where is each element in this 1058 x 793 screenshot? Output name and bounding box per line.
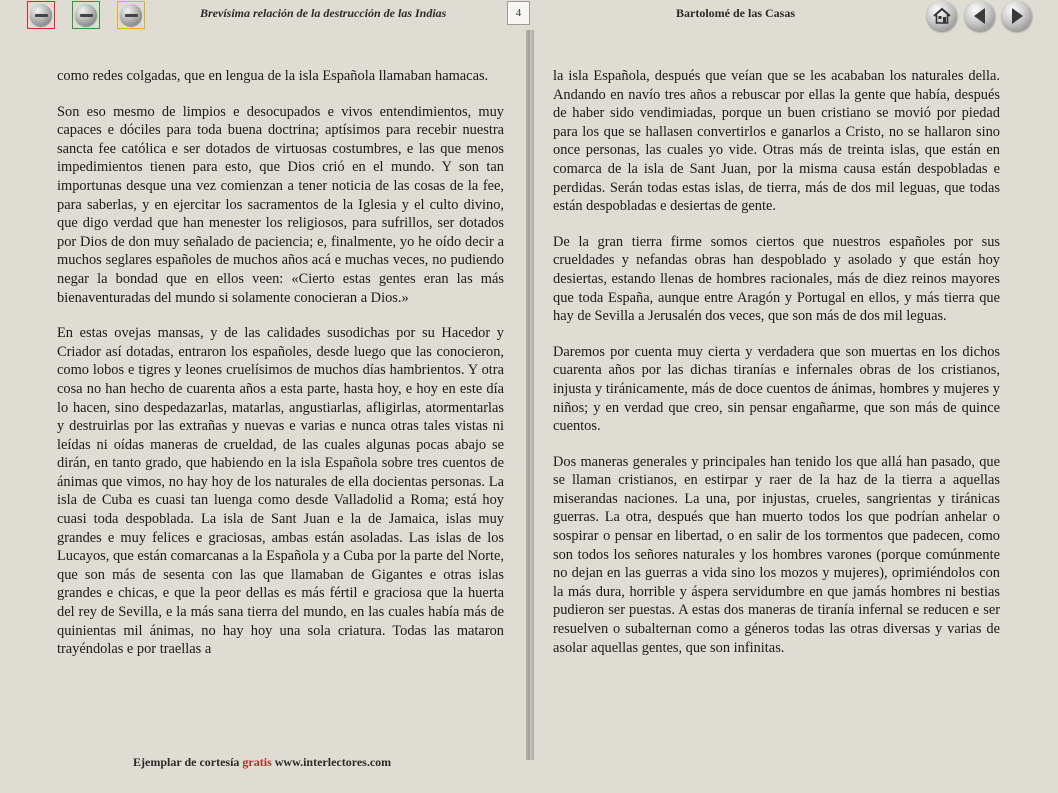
minus-icon (30, 4, 52, 26)
author-name: Bartolomé de las Casas (676, 6, 795, 20)
paragraph: Son eso mesmo de limpios e desocupados e vivos entendimientos, muy capaces e dóciles para toda buena doctrina; aptísimos para recebir nuestra sancta fee católica e ser dotados de virtuosas costumbres, e las que menos impedimientos tienen para esto, que Dios crió en el mundo. Y son tan importunas desque una vez comienzan a tener noticia de las cosas de la fee, para saberlas, y en ejercitar los sacramentos de la Iglesia y el culto divino, que digo verdad que han menester los religiosos, para sufrillos, ser dotados por Dios de don muy señalado de paciencia; e, finalmente, yo he oído decir a muchos seglares españoles de muchos años acá e muchas veces, no pudiendo negar la bondad que en ellos veen: «Cierto estas gentes eran las más bienaventuradas del mundo si solamente conocieran a Dios.» (57, 103, 504, 306)
paragraph: De la gran tierra firme somos ciertos que nuestros españoles por sus crueldades y nefandas obras han despoblado y asolado y que están hoy desiertas, estando llenas de hombres racionales, más de diez reinos mayores que toda España, aunque entre Aragón y Portugal en ellos, y más tierra que hay de Sevilla a Jerusalén dos veces, que son más de dos mil leguas. (553, 233, 1000, 325)
paragraph: Dos maneras generales y principales han tenido los que allá han pasado, que se llaman cristianos, en estirpar y raer de la haz de la tierra a aquellas miserandas naciones. La una, por injustas, crueles, sangrientas y tiránicas guerras. La otra, después que han muerto todos los que podrían anhelar o sospirar o pensar en libertad, o en salir de los tormentos que padecen, como son todos los señores naturales y los hombres varones (porque comúnmente no dejan en las guerras a vida sino los mozos y mujeres), oprimiéndolos con la más dura, horrible y áspera servidumbre en que jamás hombres ni bestias pudieron ser puestas. A estas dos maneras de tiranía infernal se reducen e ser resuelven o subalternan como a géneros todas las otras diversas y varias de asolar aquellas gentes, que son infinitas. (553, 453, 1000, 656)
minus-icon (75, 4, 97, 26)
home-button[interactable] (927, 1, 957, 31)
minimize-button[interactable] (72, 1, 100, 29)
home-icon (932, 6, 952, 26)
right-page-column (553, 67, 1000, 674)
footer-prefix: Ejemplar de cortesía (133, 755, 240, 769)
book-title: Brevísima relación de la destrucción de las Indias (200, 6, 447, 20)
footer-url-link[interactable]: www.interlectores.com (274, 755, 392, 769)
paragraph: Daremos por cuenta muy cierta y verdadera que son muertas en los dichos cuarenta años por las dichas tiranías e infernales obras de los cristianos, injusta y tiránicamente, más de doce cuentos de ánimas, hombres y mujeres y niños; y en verdad que creo, sin pensar engañarme, que son más de quince cuentos. (553, 343, 1000, 435)
top-toolbar (0, 0, 1058, 34)
footer-credit (133, 755, 391, 770)
page-number: 4 (507, 1, 530, 25)
paragraph: En estas ovejas mansas, y de las calidades susodichas por su Hacedor y Criador así dotadas, entraron los españoles, desde luego que las conocieron, como lobos e tigres y leones cruelísimos de muchos días hambrientos. Y otra cosa no han hecho de cuarenta años a esta parte, hasta hoy, e hoy en este día lo hacen, sino despedazarlas, matarlas, angustiarlas, afligirlas, atormentarlas y destruirlas por las extrañas y nuevas e varias e nunca otras tales vistas ni leídas ni oídas maneras de crueldad, de las cuales algunas pocas abajo se dirán, en tanto grado, que habiendo en la isla Española sobre tres cuentos de ánimas que vimos, no hay hoy de los naturales de ella docientas personas. La isla de Cuba es cuasi tan luenga como desde Valladolid a Roma; está hoy cuasi toda despoblada. La isla de Sant Juan e la de Jamaica, islas muy grandes e muy felices e graciosas, ambas están asoladas. Las islas de los Lucayos, que están comarcanas a la Española y a Cuba por la parte del Norte, que son más de sesenta con las que llamaban de Gigantes e otras islas grandes e chicas, e que la peor dellas es más fértil e graciosa que la huerta del rey de Sevilla, e la más sana tierra del mundo, en las cuales había más de quinientas mil ánimas, no hay hoy una sola criatura. Todas las mataron trayéndolas e por traellas a (57, 325, 504, 658)
paragraph: como redes colgadas, que en lengua de la isla Española llamaban hamacas. (57, 68, 489, 84)
arrow-left-icon (971, 6, 989, 26)
minus-icon (120, 4, 142, 26)
close-button[interactable] (27, 1, 55, 29)
footer-gratis: gratis (242, 755, 272, 769)
next-page-button[interactable] (1002, 1, 1032, 31)
paragraph: la isla Española, después que veían que se les acababan los naturales della. Andando en navío tres años a rebuscar por ellas la gente que había, después de haber sido vendimiadas, porque un buen cristiano se movió por piedad para los que se hallasen convertirlos e ganarlos a Cristo, no se hallaron sino once personas, las cuales yo vide. Otras más de treinta islas, que están en comarca de la isla de Sant Juan, por la misma causa están despobladas e perdidas. Serán todas estas islas, de tierra, más de dos mil leguas, que todas están despobladas e desiertas de gente. (553, 68, 1000, 215)
maximize-button[interactable] (117, 1, 145, 29)
previous-page-button[interactable] (965, 1, 995, 31)
arrow-right-icon (1008, 6, 1026, 26)
left-page-column (57, 67, 504, 676)
page-spine-divider (526, 30, 534, 760)
